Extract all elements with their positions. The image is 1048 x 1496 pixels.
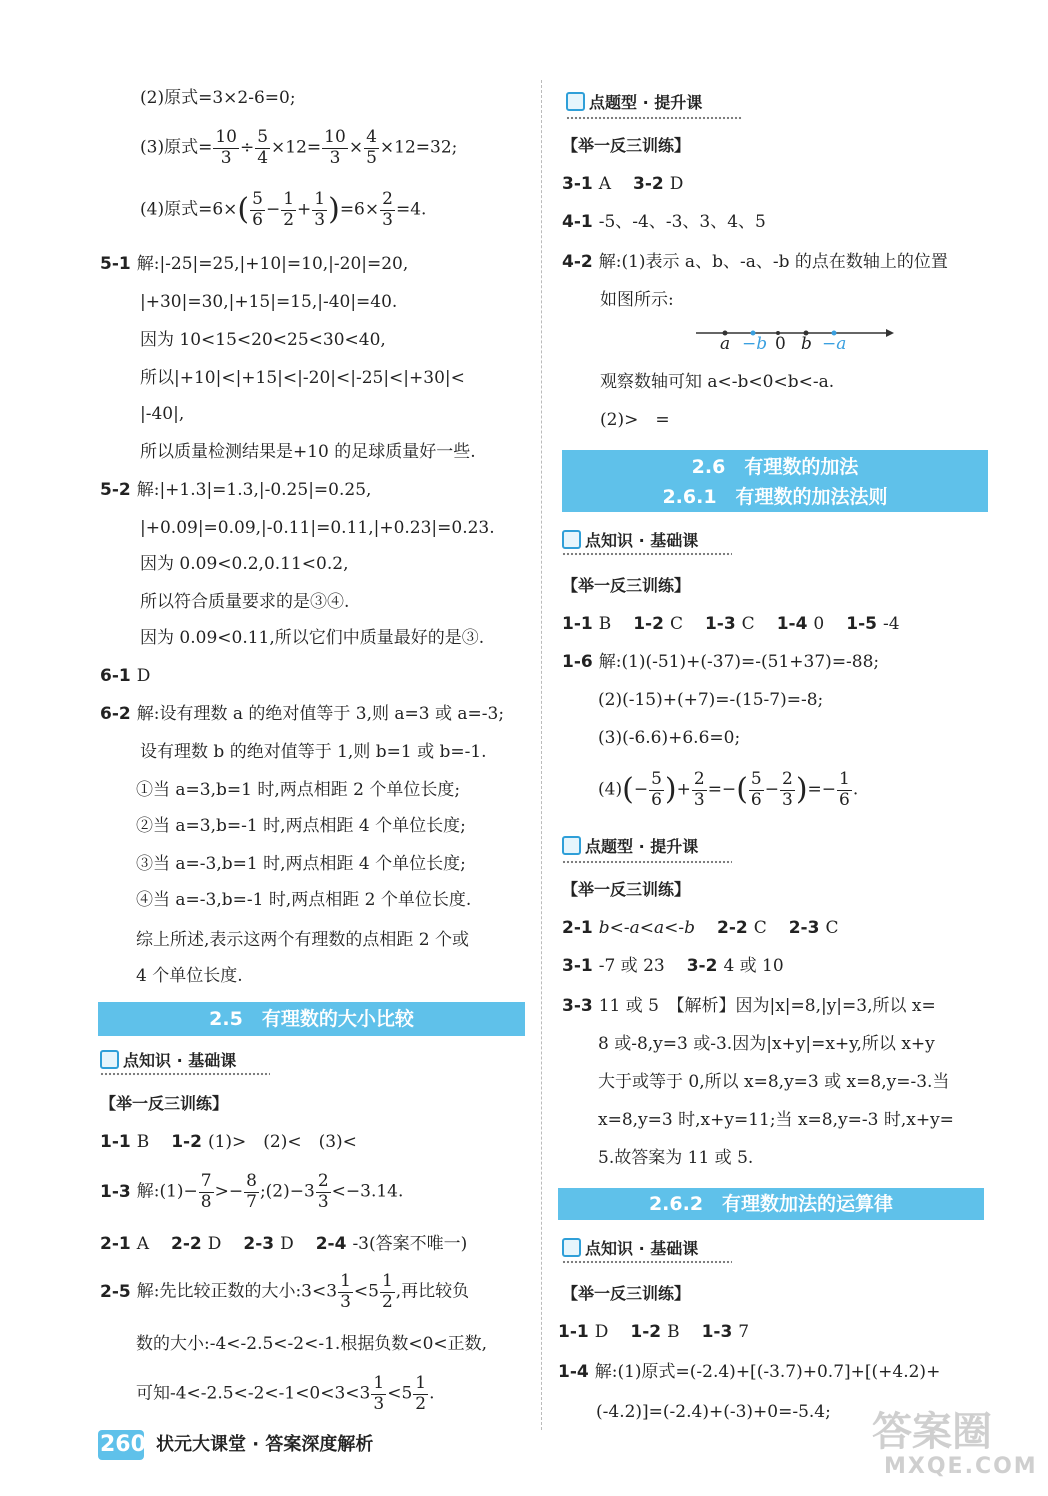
fraction <box>380 1272 395 1312</box>
question-number: 3-1 <box>562 174 593 194</box>
answer-text: 7 <box>738 1322 750 1342</box>
formula-text: <−3.14. <box>331 1181 404 1202</box>
text-line: 设有理数 b 的绝对值等于 1,则 b=1 或 b=-1. <box>140 742 487 762</box>
formula-text: × <box>348 137 364 158</box>
question-number: 1-2 <box>633 614 664 634</box>
answer-5-1 <box>100 254 408 274</box>
text-line: 大于或等于 0,所以 x=8,y=3 或 x=8,y=-3.当 <box>598 1072 950 1092</box>
fraction <box>837 770 852 810</box>
number-line-label-b: b <box>801 334 812 354</box>
section-header-2-5: 2.5 有理数的大小比较 <box>98 1002 525 1036</box>
formula-text: − <box>265 199 281 220</box>
drill-heading: 【举一反三训练】 <box>562 1284 691 1303</box>
drill-heading: 【举一反三训练】 <box>562 136 691 155</box>
answer-row <box>562 614 900 634</box>
text-line: ②当 a=3,b=-1 时,两点相距 4 个单位长度; <box>136 816 466 836</box>
question-number: 1-4 <box>558 1362 589 1382</box>
book-icon <box>100 1050 119 1069</box>
answer-5-2 <box>100 480 371 500</box>
formula-text: 解:先比较正数的大小:3<3 <box>136 1281 338 1302</box>
fraction <box>213 128 239 168</box>
formula-text: (4)原式=6× <box>140 199 238 220</box>
text-line: 所以|+10|<|+15|<|-20|<|-25|<|+30|< <box>140 368 465 388</box>
denominator: 4 <box>257 147 269 168</box>
number-line-label-neg-a: −a <box>822 334 847 354</box>
fraction <box>780 770 795 810</box>
fraction <box>380 190 395 230</box>
clipboard-icon <box>566 92 585 111</box>
text-line: 如图所示: <box>600 290 674 310</box>
dotted-underline <box>562 1260 732 1264</box>
formula-text: . <box>852 779 859 800</box>
watermark-url: MXQE.COM <box>884 1454 1038 1479</box>
answer-1-4 <box>558 1362 940 1382</box>
question-number: 3-2 <box>686 956 718 976</box>
formula-text: <5 <box>353 1281 379 1302</box>
denominator: 3 <box>329 147 341 168</box>
book-icon <box>562 530 581 549</box>
question-number: 1-4 <box>776 614 808 634</box>
answer-row <box>100 1234 467 1254</box>
question-number: 2-2 <box>171 1234 202 1254</box>
denominator: 2 <box>415 1393 427 1414</box>
number-line-label-a: a <box>720 334 731 354</box>
answer-6-1 <box>100 666 150 686</box>
denominator: 6 <box>252 209 263 230</box>
text-line: ③当 a=-3,b=1 时,两点相距 4 个单位长度; <box>136 854 466 874</box>
fraction <box>281 190 296 230</box>
fraction <box>338 1272 353 1312</box>
formula-text: =4. <box>395 199 427 220</box>
text-line: 数的大小:-4<-2.5<-2<-1.根据负数<0<正数, <box>136 1334 488 1354</box>
answer-text: (1)> (2)< (3)< <box>207 1132 357 1152</box>
section-label-advanced <box>562 834 698 857</box>
formula-text: (4) <box>598 779 623 800</box>
formula-text: . <box>429 1383 435 1404</box>
question-number: 3-1 <box>562 956 593 976</box>
question-number: 2-5 <box>100 1281 131 1302</box>
question-number: 1-3 <box>100 1181 131 1202</box>
denominator: 2 <box>283 209 295 230</box>
text-line: 综上所述,表示这两个有理数的点相距 2 个或 <box>136 930 470 950</box>
fraction <box>692 770 707 810</box>
section-header-2-6-2: 2.6.2 有理数加法的运算律 <box>558 1188 984 1220</box>
number-line-label-neg-b: −b <box>742 334 768 354</box>
denominator: 3 <box>340 1291 351 1312</box>
formula-line <box>140 190 426 230</box>
question-number: 2-2 <box>716 918 748 938</box>
drill-heading: 【举一反三训练】 <box>562 880 691 899</box>
paren: ) <box>795 772 808 808</box>
text-line: ①当 a=3,b=1 时,两点相距 2 个单位长度; <box>136 780 461 800</box>
fraction <box>749 770 764 810</box>
numerator: 1 <box>283 189 295 209</box>
paren: ) <box>664 772 677 808</box>
formula-line: (4)(− $\frac{5}{6}$ )+ $\frac{2}{3}$ =−( $\frac{5}{6}$ − $\frac{2}{3}$ )=− $\frac{1}{6}$ . <box>598 769 859 810</box>
numerator: 1 <box>415 1373 427 1393</box>
text-line: 因为 10<15<20<25<30<40, <box>140 330 386 350</box>
answer-text: A <box>598 174 611 194</box>
fraction <box>413 1374 428 1414</box>
denominator: 3 <box>314 209 326 230</box>
question-number: 3-3 <box>562 996 593 1016</box>
answer-1-3 <box>100 1172 403 1212</box>
question-number: 1-5 <box>846 614 877 634</box>
numerator: 5 <box>252 189 263 209</box>
question-number: 2-3 <box>243 1234 275 1254</box>
question-number: 5-2 <box>100 480 131 500</box>
answer-text: D <box>280 1234 294 1254</box>
answer-text: B <box>136 1132 150 1152</box>
text-line: 观察数轴可知 a<-b<0<b<-a. <box>600 372 835 392</box>
section-label-basic <box>100 1048 236 1071</box>
formula-text: =− <box>807 779 837 800</box>
numerator: 2 <box>693 769 705 789</box>
fraction <box>371 1374 386 1414</box>
answer-text: 解:(1)原式=(-2.4)+[(-3.7)+0.7]+[(+4.2)+ <box>594 1362 941 1382</box>
answer-text: C <box>753 918 767 938</box>
drill-heading: 【举一反三训练】 <box>562 576 691 595</box>
answer-text: D <box>669 174 684 194</box>
section-label-text: 点题型 · 提升课 <box>589 93 703 112</box>
formula-line <box>136 1374 435 1414</box>
answer-text: B <box>598 614 612 634</box>
denominator: 3 <box>693 789 705 810</box>
numerator: 5 <box>750 769 762 789</box>
dotted-underline <box>566 116 742 120</box>
denominator: 6 <box>839 789 850 810</box>
fraction <box>322 128 348 168</box>
number-line-label-zero: 0 <box>775 334 786 354</box>
answer-text: -3(答案不唯一) <box>352 1234 468 1254</box>
answer-text: 解:(1)表示 a、b、-a、-b 的点在数轴上的位置 <box>598 252 948 272</box>
answer-4-1 <box>562 212 766 232</box>
numerator: 1 <box>839 769 850 789</box>
denominator: 3 <box>382 209 393 230</box>
dotted-underline <box>100 1072 270 1076</box>
text-line: (2)> = <box>600 410 670 430</box>
numerator: 1 <box>381 1271 393 1291</box>
numerator: 5 <box>651 769 662 789</box>
answer-text: 解:|+1.3|=1.3,|-0.25|=0.25, <box>136 480 372 500</box>
answer-text: b<-a<a<-b <box>598 918 695 938</box>
denominator: 3 <box>220 147 232 168</box>
section-label-text: 点知识 · 基础课 <box>585 531 699 550</box>
text-line: (3)(-6.6)+6.6=0; <box>598 728 741 748</box>
fraction <box>244 1172 259 1212</box>
formula-text: ×12= <box>271 137 322 158</box>
subsection-title: 2.6.1 有理数的加法法则 <box>662 486 888 508</box>
text-line: 5.故答案为 11 或 5. <box>598 1148 754 1168</box>
paren: ( <box>736 772 748 808</box>
question-number: 2-4 <box>315 1234 347 1254</box>
formula-text: =− <box>707 779 737 800</box>
answer-2-5 <box>100 1272 469 1312</box>
section-label-basic <box>562 528 698 551</box>
denominator: 6 <box>651 789 662 810</box>
answer-3-3 <box>562 996 936 1016</box>
answer-text: B <box>667 1322 680 1342</box>
formula-text: 解:(1)− <box>136 1181 198 1202</box>
question-number: 2-3 <box>788 918 820 938</box>
fraction <box>649 770 664 810</box>
answer-text: D <box>207 1234 222 1254</box>
formula-text: + <box>297 199 312 220</box>
text-line: |+30|=30,|+15|=15,|-40|=40. <box>140 292 398 312</box>
fraction <box>199 1172 214 1212</box>
drill-heading: 【举一反三训练】 <box>100 1094 229 1113</box>
answer-text: 解:|-25|=25,|+10|=10,|-20|=20, <box>136 254 409 274</box>
text-line: 所以质量检测结果是+10 的足球质量好一些. <box>140 442 476 462</box>
fraction <box>250 190 265 230</box>
question-number: 1-1 <box>100 1132 131 1152</box>
answer-text: -7 或 23 <box>598 956 665 976</box>
section-label-text: 点知识 · 基础课 <box>123 1051 237 1070</box>
formula-text: ×12=32; <box>379 137 458 158</box>
denominator: 2 <box>381 1291 393 1312</box>
question-number: 1-3 <box>701 1322 733 1342</box>
formula-text: (3)原式= <box>140 137 213 158</box>
question-number: 6-1 <box>100 666 131 686</box>
answer-text: C <box>669 614 683 634</box>
answer-text: 11 或 5 【解析】因为|x|=8,|y|=3,所以 x= <box>598 996 936 1016</box>
denominator: 7 <box>246 1191 257 1212</box>
text-line: (2)原式=3×2-6=0; <box>140 88 296 108</box>
column-divider <box>541 80 542 1430</box>
dotted-underline <box>562 552 732 556</box>
numerator: 1 <box>340 1271 351 1291</box>
numerator: 2 <box>317 1171 329 1191</box>
numerator: 4 <box>366 127 377 147</box>
denominator: 6 <box>750 789 762 810</box>
answer-row <box>562 174 683 194</box>
formula-text: ,再比较负 <box>395 1281 470 1302</box>
question-number: 1-1 <box>562 614 593 634</box>
question-number: 1-1 <box>558 1322 589 1342</box>
text-line: (-4.2)]=(-2.4)+(-3)+0=-5.4; <box>596 1402 831 1422</box>
denominator: 8 <box>200 1191 212 1212</box>
text-line: (2)(-15)+(+7)=-(15-7)=-8; <box>598 690 824 710</box>
question-number: 1-2 <box>630 1322 662 1342</box>
text-line: |-40|, <box>140 404 185 424</box>
arrow-right-icon <box>886 329 894 337</box>
formula-text: ;(2)−3 <box>259 1181 315 1202</box>
numerator: 10 <box>324 127 346 147</box>
section-label-basic <box>562 1236 698 1259</box>
text-line: |+0.09|=0.09,|-0.11|=0.11,|+0.23|=0.23. <box>140 518 495 538</box>
section-label-advanced <box>566 90 702 113</box>
section-title: 2.6 有理数的加法 <box>691 456 859 478</box>
denominator: 5 <box>366 147 377 168</box>
formula-text: <5 <box>387 1383 413 1404</box>
answer-text: A <box>136 1234 149 1254</box>
answer-text: 4 或 10 <box>723 956 784 976</box>
question-number: 1-6 <box>562 652 593 672</box>
section-label-text: 点题型 · 提升课 <box>585 837 699 856</box>
formula-text: =6× <box>339 199 380 220</box>
formula-text: ÷ <box>239 137 255 158</box>
text-line: ④当 a=-3,b=-1 时,两点相距 2 个单位长度. <box>136 890 472 910</box>
answer-text: D <box>594 1322 609 1342</box>
fraction <box>316 1172 331 1212</box>
denominator: 3 <box>781 789 793 810</box>
answer-text: C <box>741 614 755 634</box>
answer-row <box>562 918 838 938</box>
book-title: 状元大课堂 · 答案深度解析 <box>156 1434 374 1455</box>
formula-text: + <box>676 779 691 800</box>
book-icon <box>562 1238 581 1257</box>
fraction <box>255 128 270 168</box>
numerator: 1 <box>373 1373 385 1393</box>
answer-6-2 <box>100 704 504 724</box>
text-line: 8 或-8,y=3 或-3.因为|x+y|=x+y,所以 x+y <box>598 1034 935 1054</box>
fraction <box>364 128 379 168</box>
question-number: 5-1 <box>100 254 131 274</box>
section-label-text: 点知识 · 基础课 <box>585 1239 699 1258</box>
fraction <box>312 190 327 230</box>
formula-text: − <box>764 779 779 800</box>
answer-4-2 <box>562 252 948 272</box>
formula-text: 可知-4<-2.5<-2<-1<0<3<3 <box>136 1383 371 1404</box>
answer-text: -4 <box>882 614 900 634</box>
numerator: 2 <box>382 189 393 209</box>
question-number: 1-3 <box>704 614 736 634</box>
formula-text: >− <box>214 1181 244 1202</box>
section-header-2-6 <box>562 450 988 512</box>
answer-1-6 <box>562 652 879 672</box>
answer-text: D <box>136 666 151 686</box>
numerator: 2 <box>781 769 793 789</box>
numerator: 7 <box>200 1171 212 1191</box>
question-number: 3-2 <box>633 174 664 194</box>
dotted-underline <box>562 860 732 864</box>
answer-text: -5、-4、-3、3、4、5 <box>598 212 766 232</box>
watermark-logo: 答案圈 <box>872 1409 992 1455</box>
question-number: 2-1 <box>100 1234 131 1254</box>
question-number: 1-2 <box>171 1132 202 1152</box>
denominator: 3 <box>373 1393 385 1414</box>
clipboard-icon <box>562 836 581 855</box>
page-number: 260 <box>100 1432 146 1457</box>
numerator: 5 <box>257 127 269 147</box>
question-number: 2-1 <box>562 918 593 938</box>
text-line: 因为 0.09<0.11,所以它们中质量最好的是③. <box>140 628 485 648</box>
text-line: 所以符合质量要求的是③④. <box>140 592 350 612</box>
answer-row <box>100 1132 357 1152</box>
formula-line <box>140 128 457 168</box>
paren: ) <box>328 192 340 228</box>
numerator: 10 <box>215 127 237 147</box>
answer-row <box>562 956 784 976</box>
numerator: 1 <box>314 189 326 209</box>
paren: ( <box>622 772 634 808</box>
answer-text: 解:(1)(-51)+(-37)=-(51+37)=-88; <box>598 652 880 672</box>
answer-row <box>558 1322 749 1342</box>
answer-text: 0 <box>813 614 825 634</box>
numerator: 8 <box>246 1171 257 1191</box>
answer-text: C <box>825 918 839 938</box>
question-number: 4-1 <box>562 212 593 232</box>
text-line: 4 个单位长度. <box>136 966 243 986</box>
question-number: 4-2 <box>562 252 593 272</box>
denominator: 3 <box>317 1191 329 1212</box>
paren: ( <box>237 192 250 228</box>
text-line: 因为 0.09<0.2,0.11<0.2, <box>140 554 349 574</box>
text-line: x=8,y=3 时,x+y=11;当 x=8,y=-3 时,x+y= <box>598 1110 954 1130</box>
question-number: 6-2 <box>100 704 131 724</box>
answer-text: 解:设有理数 a 的绝对值等于 3,则 a=3 或 a=-3; <box>136 704 505 724</box>
